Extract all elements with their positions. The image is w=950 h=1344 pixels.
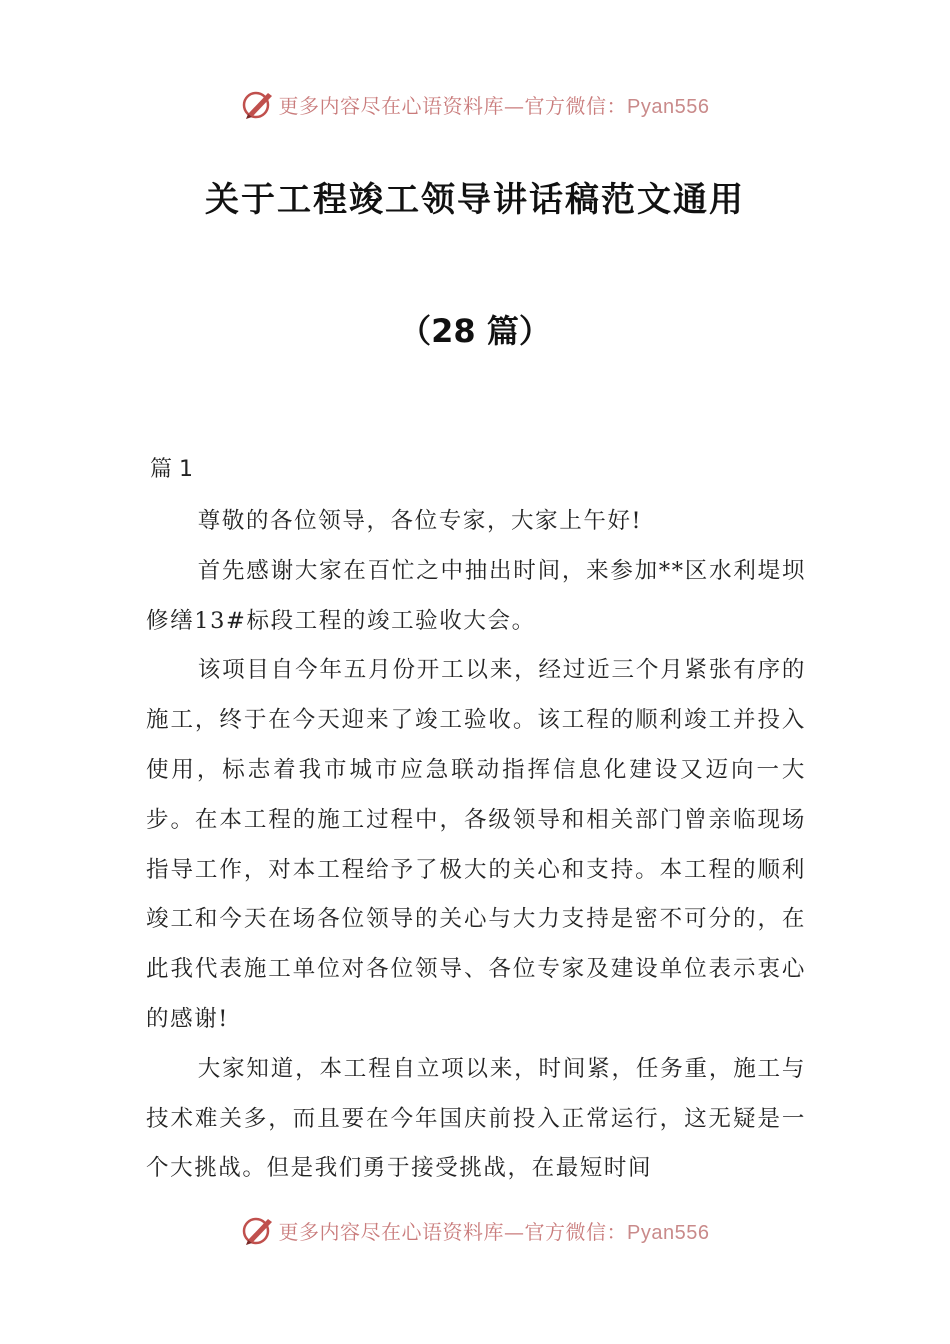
header-watermark xyxy=(0,84,950,124)
pen-circle-icon xyxy=(241,1213,275,1247)
watermark-wechat-id: Pyan556 xyxy=(627,1221,710,1244)
watermark-text: 更多内容尽在心语资料库—官方微信：Pyan556 xyxy=(278,93,710,118)
document-body xyxy=(146,497,806,1194)
paragraph: 该项目自今年五月份开工以来，经过近三个月紧张有序的施工，终于在今天迎来了竣工验收。该工程的顺利竣工并投入使用，标志着我市城市应急联动指挥信息化建设又迈向一大步。在本工程的施工过程中，各级领导和相关部门曾亲临现场指导工作，对本工程给予了极大的关心和支持。本工程的顺利竣工和今天在场各位领导的关心与大力支持是密不可分的，在此我代表施工单位对各位领导、各位专家及建设单位表示衷心的感谢! xyxy=(146,657,806,1032)
pen-circle-icon xyxy=(241,87,275,121)
section-label: 篇 1 xyxy=(150,457,193,482)
paragraph: 尊敬的各位领导，各位专家，大家上午好! xyxy=(197,508,643,534)
document-subtitle: （28 篇） xyxy=(399,312,551,350)
paragraph: 大家知道，本工程自立项以来，时间紧，任务重，施工与技术难关多，而且要在今年国庆前投入正常运行，这无疑是一个大挑战。但是我们勇于接受挑战，在最短时间 xyxy=(146,1055,806,1182)
document-title: 关于工程竣工领导讲话稿范文通用 xyxy=(205,180,745,220)
footer-watermark xyxy=(0,1210,950,1250)
watermark-text: 更多内容尽在心语资料库—官方微信：Pyan556 xyxy=(278,1219,710,1244)
watermark-wechat-id: Pyan556 xyxy=(627,95,710,118)
paragraph: 首先感谢大家在百忙之中抽出时间，来参加**区水利堤坝修缮13#标段工程的竣工验收大会。 xyxy=(146,557,806,634)
